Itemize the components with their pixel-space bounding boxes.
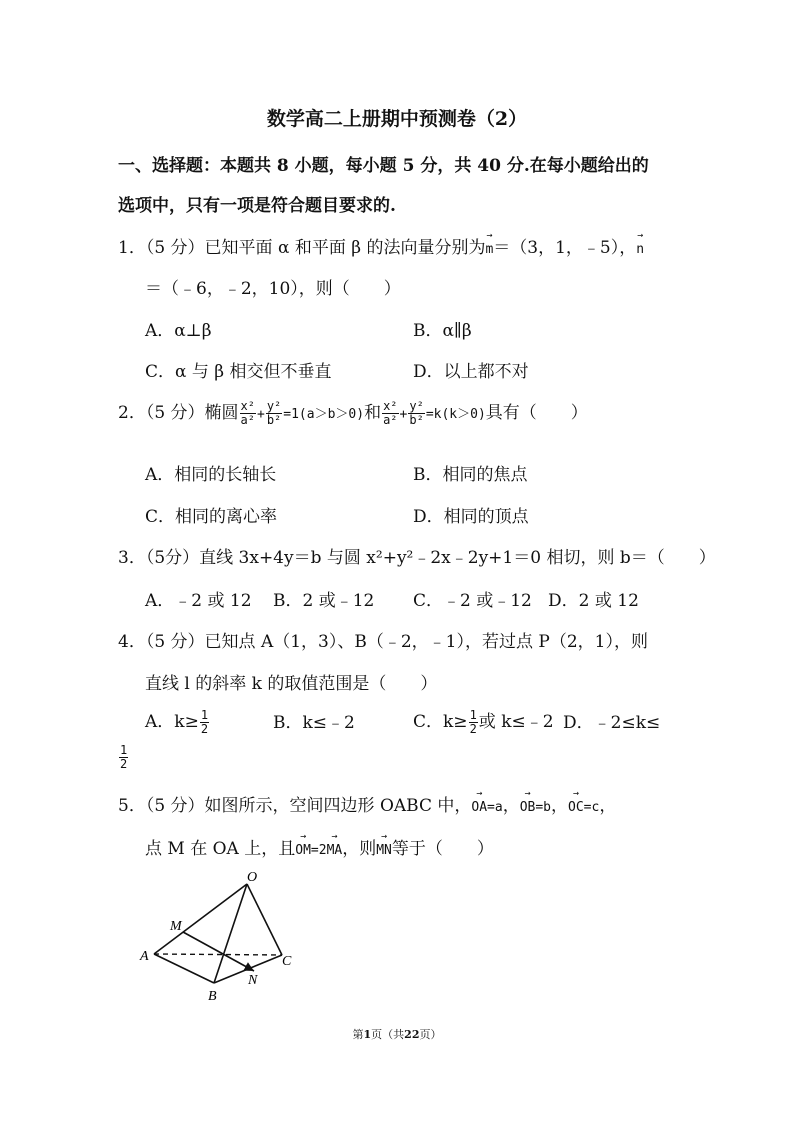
q1-option-c[interactable]: C．α 与 β 相交但不垂直 [145, 362, 332, 382]
q1-option-d[interactable]: D．以上都不对 [413, 362, 529, 382]
paper-title: 数学高二上册期中预测卷（2） [266, 108, 528, 130]
vector-ma: → MA [327, 843, 343, 858]
section-heading-line1: 一、选择题：本题共 8 小题，每小题 5 分，共 40 分.在每小题给出的 [118, 156, 649, 176]
fraction-x2-a2-2: $\frac{\text{x²}}{\text{a²}}$ [383, 399, 398, 427]
q3-option-a[interactable]: A．﹣2 或 12 [145, 591, 252, 611]
vector-n: → n [636, 242, 644, 257]
vector-mn-arrow [183, 932, 254, 971]
edge-ac-hidden [154, 954, 282, 955]
q2-mid: 和 [364, 403, 382, 423]
q2-option-b[interactable]: B．相同的焦点 [413, 465, 528, 485]
question-1-line1 [118, 233, 644, 258]
vector-om: → OM [295, 843, 311, 858]
question-2-stem: 2．（5 分）椭圆 $\frac{\text{x²}}{\text{a²}}$ + $\frac{\text{y²}}{\text{b²}}$ =1(a＞b＞0)和 $\frac{\text{x²}}{\text{a²}}$ + $\frac{\text{y²}}{\text{b²}}$ =k(k＞0)具有（ ） [118, 399, 588, 427]
question-3-stem: 3．（5分）直线 3x+4y＝b 与圆 x²+y²﹣2x﹣2y+1＝0 相切，则 b＝（ ） [118, 548, 716, 568]
question-4-line2: 直线 l 的斜率 k 的取值范围是（ ） [145, 674, 438, 694]
question-5-line1: 5．（5 分）如图所示，空间四边形 OABC 中，→ OA=a，→ OB=b，→ OC=c， [118, 791, 616, 816]
question-4-line1: 4．（5 分）已知点 A（1，3）、B（﹣2，﹣1），若过点 P（2，1），则 [118, 632, 648, 652]
vector-oc: → OC [568, 800, 584, 815]
question-1-line2: ＝（﹣6，﹣2，10），则（ ） [145, 279, 401, 299]
question-5-line2: 点 M 在 OA 上，且→ OM=2→ MA，则→ MN等于（ ） [145, 834, 494, 859]
section-heading-line2: 选项中，只有一项是符合题目要求的. [118, 196, 396, 216]
q2-eq1: =1(a＞b＞0) [283, 407, 365, 422]
q1-option-b[interactable]: B．α∥β [413, 321, 472, 341]
q1-text-a: 1．（5 分）已知平面 α 和平面 β 的法向量分别为 [118, 238, 486, 258]
q2-option-d[interactable]: D．相同的顶点 [413, 507, 529, 527]
label-n: N [248, 973, 258, 988]
label-a: A [140, 949, 149, 964]
tetrahedron-figure [130, 868, 310, 1008]
q4-option-d-fraction [118, 744, 129, 771]
q1-text-b: ＝（3，1，﹣5）， [493, 238, 637, 258]
q3-option-c[interactable]: C．﹣2 或﹣12 [413, 591, 532, 611]
page-number: 1 [363, 1028, 372, 1041]
vector-m: → m [485, 242, 493, 257]
vector-mn: → MN [376, 843, 392, 858]
fraction-one-half-a: $\frac{1}{2}$ [200, 708, 209, 736]
label-o: O [247, 870, 258, 885]
q4-option-c[interactable]: C．k≥ $\frac{1}{2}$ 或 k≤﹣2 [413, 708, 554, 736]
vector-oa: → OA [471, 800, 487, 815]
page-footer: 第1页（共22页） [352, 1028, 442, 1041]
q4-option-d[interactable]: D．﹣2≤k≤ [563, 713, 661, 733]
fraction-y2-b2: $\frac{\text{y²}}{\text{b²}}$ [266, 399, 282, 427]
edge-ob [214, 884, 247, 983]
q2-eq2: =k(k＞0) [425, 407, 486, 422]
fraction-y2-b2-2: $\frac{\text{y²}}{\text{b²}}$ [409, 399, 424, 427]
edge-ab [154, 954, 214, 983]
q4-option-a[interactable]: A．k≥ $\frac{1}{2}$ [145, 708, 209, 736]
q1-option-a[interactable]: A．α⊥β [145, 321, 212, 341]
q2-suffix: 具有（ ） [485, 403, 588, 423]
q2-option-a[interactable]: A．相同的长轴长 [145, 465, 277, 485]
q2-prefix: 2．（5 分）椭圆 [118, 403, 239, 423]
label-m: M [170, 919, 182, 934]
edge-oa [154, 884, 247, 954]
q2-option-c[interactable]: C．相同的离心率 [145, 507, 278, 527]
fraction-one-half-c: $\frac{1}{2}$ [469, 708, 477, 736]
fraction-one-half-d: $\frac{1}{2}$ [120, 743, 128, 771]
label-c: C [282, 954, 292, 969]
fraction-x2-a2: $\frac{\text{x²}}{\text{a²}}$ [240, 399, 255, 427]
vector-ob: → OB [520, 800, 536, 815]
page-total: 22 [404, 1028, 420, 1041]
q4-option-b[interactable]: B．k≤﹣2 [273, 713, 355, 733]
label-b: B [208, 989, 217, 1004]
q3-option-d[interactable]: D．2 或 12 [548, 591, 639, 611]
edge-oc [247, 884, 282, 955]
q3-option-b[interactable]: B．2 或﹣12 [273, 591, 375, 611]
